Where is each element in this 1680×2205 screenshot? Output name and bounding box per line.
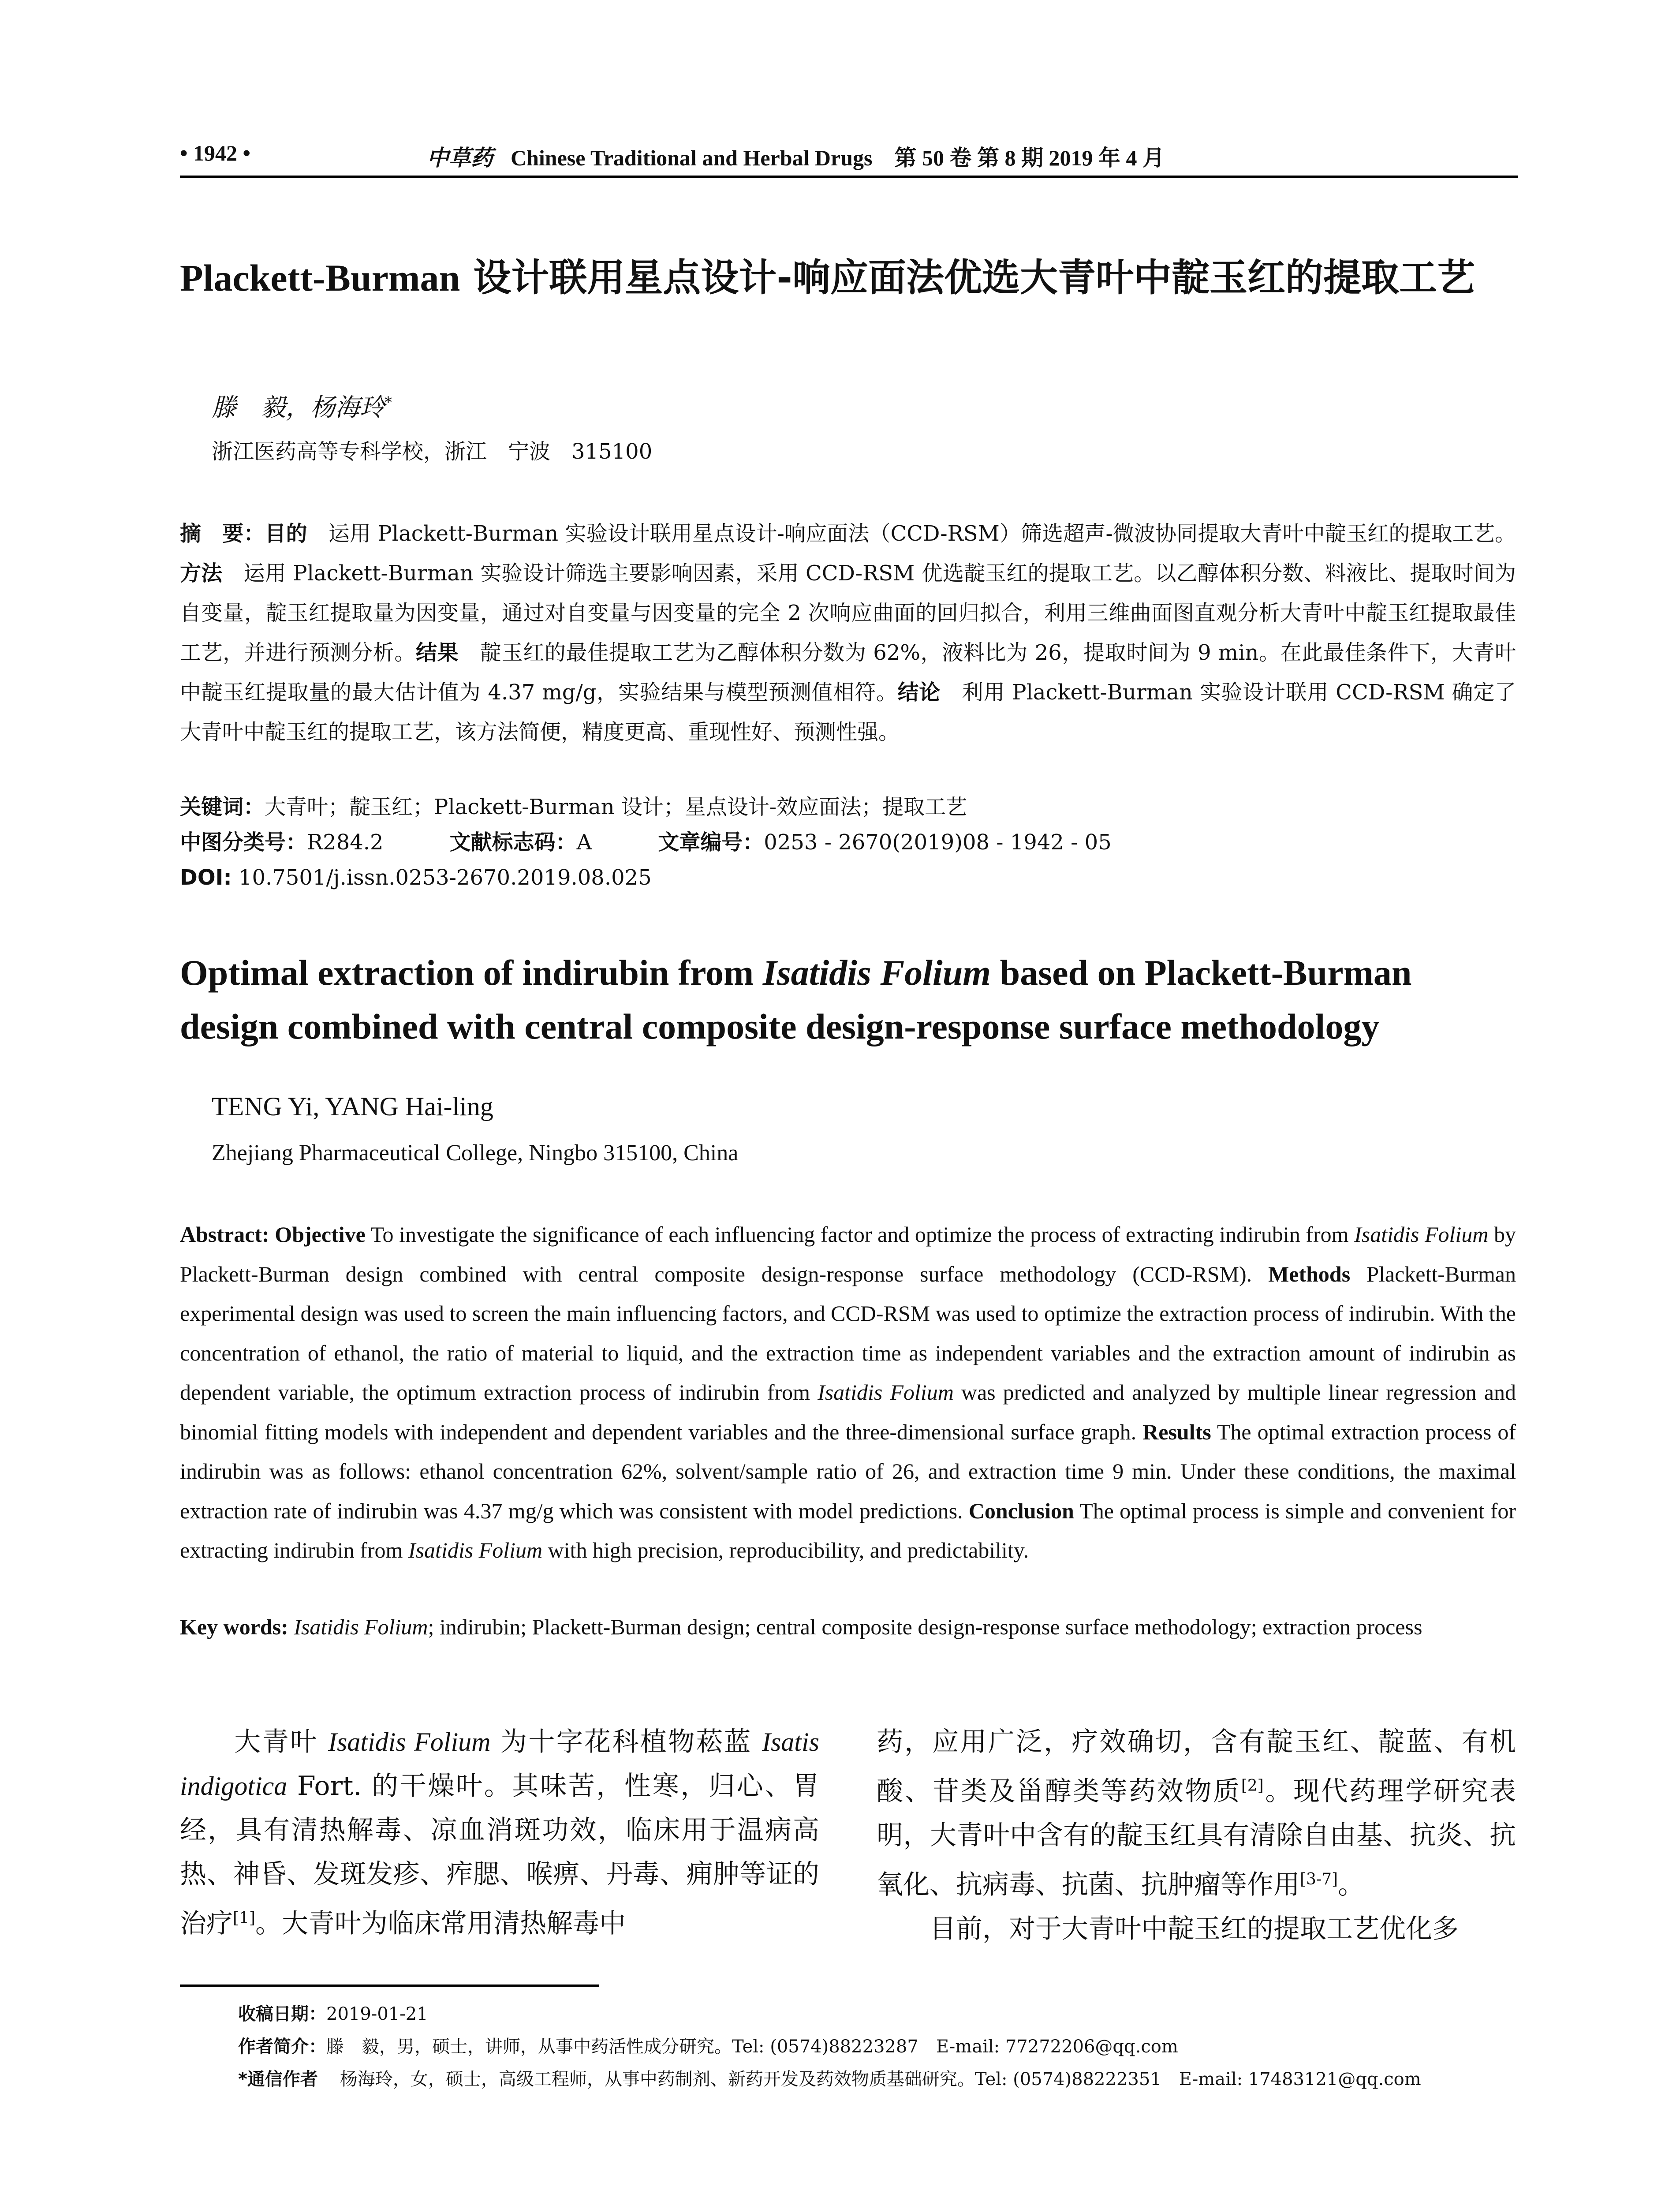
english-authors: TENG Yi, YANG Hai-ling bbox=[212, 1092, 493, 1121]
body-column-right: 药，应用广泛，疗效确切，含有靛玉红、靛蓝、有机酸、苷类及甾醇类等药效物质[2]。现代药理学研究表明，大青叶中含有的靛玉红具有清除自由基、抗炎、抗氧化、抗病毒、抗菌、抗肿瘤等作用[3-7]。 目前，对于大青叶中靛玉红的提取工艺优化多 bbox=[877, 1727, 1516, 1944]
body-column-left: 大青叶 Isatidis Folium 为十字花科植物菘蓝 Isatis indigotica Fort. 的干燥叶。其味苦，性寒，归心、胃经，具有清热解毒、凉血消斑功效，临床用于温病高热、神昏、发斑发疹、痄腮、喉痹、丹毒、痈肿等证的治疗[1]。大青叶为临床常用清热解毒中 bbox=[180, 1727, 819, 1939]
footnote-corresponding: *通信作者 杨海玲，女，硕士，高级工程师，从事中药制剂、新药开发及药效物质基础研究。Tel: (0574)88222351 E-mail: 17483121@qq.com bbox=[238, 2069, 1421, 2089]
footnote-rule bbox=[180, 1984, 599, 1987]
footnotes bbox=[238, 1998, 1521, 2096]
english-keywords: Key words: Isatidis Folium; indirubin; Plackett-Burman design; central composite design-response surface methodology; extraction process bbox=[180, 1615, 1422, 1639]
chinese-abstract: 摘 要：目的 运用 Plackett-Burman 实验设计联用星点设计-响应面法（CCD-RSM）筛选超声-微波协同提取大青叶中靛玉红的提取工艺。方法 运用 Plackett-Burman 实验设计筛选主要影响因素，采用 CCD-RSM 优选靛玉红的提取工艺。以乙醇体积分数、料液比、提取时间为自变量，靛玉红提取量为因变量，通过对自变量与因变量的完全 2 次响应曲面的回归拟合，利用三维曲面图直观分析大青叶中靛玉红提取最佳工艺，并进行预测分析。结果 靛玉红的最佳提取工艺为乙醇体积分数为 62%，液料比为 26，提取时间为 9 min。在此最佳条件下，大青叶中靛玉红提取量的最大估计值为 4.37 mg/g，实验结果与模型预测值相符。结论 利用 Plackett-Burman 实验设计联用 CCD-RSM 确定了大青叶中靛玉红的提取工艺，该方法简便，精度更高、重现性好、预测性强。 bbox=[180, 521, 1516, 744]
footnote-received: 收稿日期：2019-01-21 bbox=[238, 2004, 428, 2024]
running-header bbox=[180, 140, 1518, 178]
footnote-author-bio: 作者简介：滕 毅，男，硕士，讲师，从事中药活性成分研究。Tel: (0574)88223287 E-mail: 77272206@qq.com bbox=[238, 2037, 1178, 2057]
chinese-authors: 滕 毅，杨海玲* bbox=[212, 393, 392, 422]
english-affiliation: Zhejiang Pharmaceutical College, Ningbo 315100, China bbox=[212, 1140, 739, 1166]
page-number: • 1942 • bbox=[180, 141, 251, 165]
journal-line bbox=[427, 140, 1165, 172]
classification-line: 中图分类号：R284.2 文献标志码：A 文章编号：0253 - 2670(2019)08 - 1942 - 05 bbox=[180, 830, 1112, 855]
english-abstract: Abstract: Objective To investigate the significance of each influencing factor and optimize the process of extracting indirubin from Isatidis Folium by Plackett-Burman design combined with central composite design-response surface methodology (CCD-RSM). Methods Plackett-Burman experimental design was used to screen the main influencing factors, and CCD-RSM was used to optimize the extraction process of indirubin. With the concentration of ethanol, the ratio of material to liquid, and the extraction time as independent variables and the extraction amount of indirubin as dependent variable, the optimum extraction process of indirubin from Isatidis Folium was predicted and analyzed by multiple linear regression and binomial fitting models with independent and dependent variables and the three-dimensional surface graph. Results The optimal extraction process of indirubin was as follows: ethanol concentration 62%, solvent/sample ratio of 26, and extraction time 9 min. Under these conditions, the maximal extraction rate of indirubin was 4.37 mg/g which was consistent with model predictions. Conclusion The optimal process is simple and convenient for extracting indirubin from Isatidis Folium with high precision, reproducibility, and predictability. bbox=[180, 1222, 1516, 1562]
chinese-affiliation: 浙江医药高等专科学校，浙江 宁波 315100 bbox=[212, 439, 653, 464]
journal-logo: 中草药 bbox=[427, 145, 493, 171]
chinese-title: Plackett-Burman 设计联用星点设计-响应面法优选大青叶中靛玉红的提取工艺 bbox=[180, 256, 1475, 300]
english-title: Optimal extraction of indirubin from Isatidis Folium based on Plackett-Burman design combined with central composite design-response surface methodology bbox=[180, 953, 1412, 1046]
journal-issue: 第 50 卷 第 8 期 2019 年 4 月 bbox=[894, 146, 1165, 170]
chinese-keywords: 关键词：大青叶；靛玉红；Plackett-Burman 设计；星点设计-效应面法；提取工艺 bbox=[180, 795, 967, 819]
doi-line: DOI: 10.7501/j.issn.0253-2670.2019.08.025 bbox=[180, 865, 652, 890]
journal-name: Chinese Traditional and Herbal Drugs bbox=[511, 146, 873, 170]
